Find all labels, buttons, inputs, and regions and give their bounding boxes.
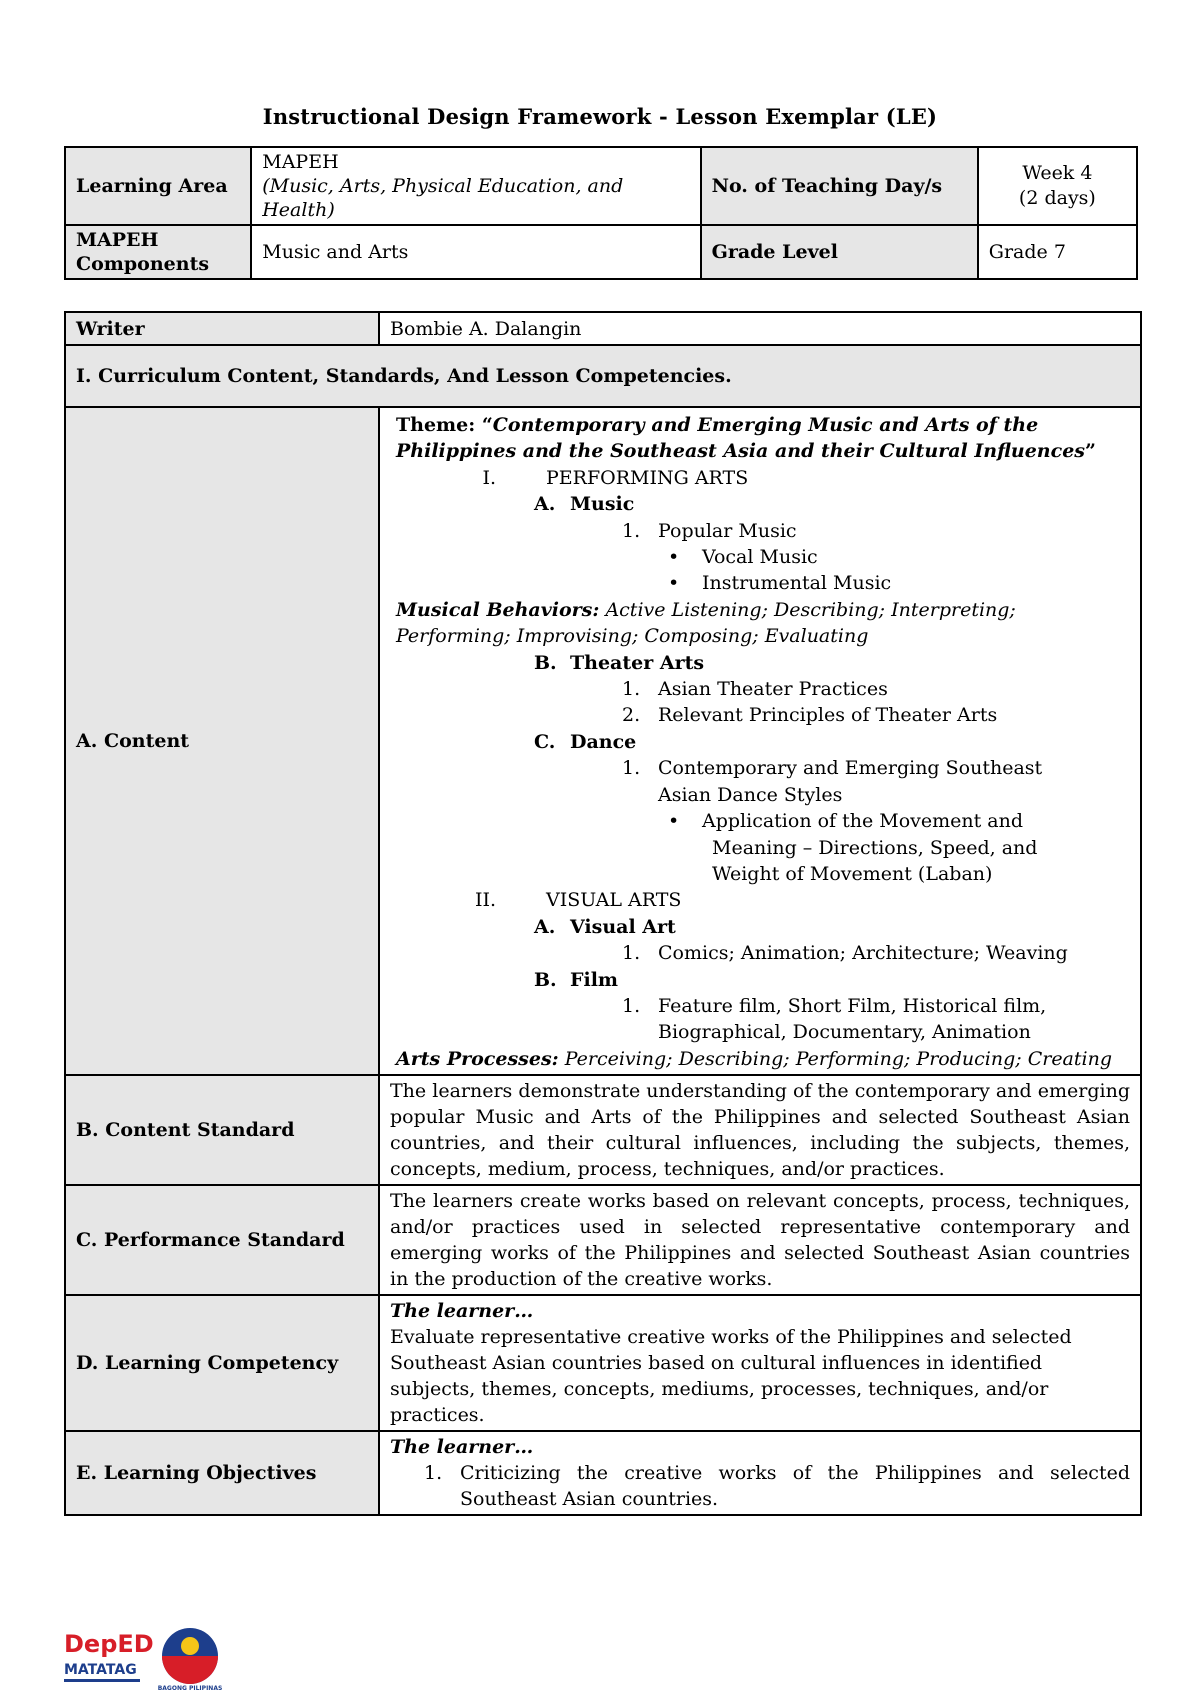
outline-movement-application-cont: Meaning – Directions, Speed, and bbox=[712, 836, 1038, 859]
learning-objectives-label: E. Learning Objectives bbox=[65, 1431, 379, 1515]
writer-value: Bombie A. Dalangin bbox=[379, 312, 1141, 345]
outline-comics: 1. Comics; Animation; Architecture; Weaving bbox=[622, 942, 1068, 965]
learning-competency-label: D. Learning Competency bbox=[65, 1295, 379, 1431]
learning-area-label: Learning Area bbox=[65, 147, 251, 225]
sun-icon bbox=[181, 1637, 199, 1655]
curriculum-table bbox=[64, 311, 1142, 1516]
grade-level-value: Grade 7 bbox=[978, 225, 1137, 279]
theme-close: ” bbox=[1084, 440, 1096, 463]
teaching-days-cell bbox=[978, 147, 1137, 225]
outline-popular-music: 1. Popular Music bbox=[622, 519, 797, 542]
outline-film: B. Film bbox=[534, 968, 619, 991]
bullet-icon: • bbox=[668, 546, 680, 569]
matatag-logo-text: MATATAG bbox=[64, 1662, 137, 1678]
bullet-icon: • bbox=[668, 572, 680, 595]
outline-instrumental-music: • Instrumental Music bbox=[390, 570, 1130, 596]
footer-logos bbox=[62, 1622, 242, 1692]
document-title: Instructional Design Framework - Lesson Exemplar (LE) bbox=[262, 104, 938, 129]
content-standard-text: The learners demonstrate understanding of the contemporary and emerging popular Music and Arts of the Philippines and selected Southeast Asian countries, and their cultural influences, including the subjects, themes, concepts, medium, process, techniques, and/or practices. bbox=[379, 1075, 1141, 1185]
components-value: Music and Arts bbox=[251, 225, 700, 279]
outline-asian-theater: 1. Asian Theater Practices bbox=[622, 678, 888, 701]
lesson-header-table bbox=[64, 146, 1138, 280]
theme-line bbox=[390, 412, 1130, 465]
learning-competency-intro: The learner… bbox=[390, 1300, 534, 1323]
outline-movement-application-cont2: Weight of Movement (Laban) bbox=[712, 862, 993, 885]
deped-logo-text: DepED bbox=[64, 1630, 154, 1658]
learning-competency-cell bbox=[379, 1295, 1141, 1431]
learning-area-value: MAPEH bbox=[262, 151, 339, 173]
theme-label: Theme: “ bbox=[396, 414, 493, 436]
learning-area-cell bbox=[251, 147, 700, 225]
matatag-underline bbox=[64, 1679, 140, 1682]
section-one-heading: I. Curriculum Content, Standards, And Lesson Competencies. bbox=[65, 345, 1141, 407]
outline-vocal-music: • Vocal Music bbox=[390, 544, 1130, 570]
learning-area-subtitle: (Music, Arts, Physical Education, and Health) bbox=[262, 175, 624, 221]
outline-contemporary-dance: 1. Contemporary and Emerging Southeast bbox=[622, 757, 1043, 780]
theme-text: Contemporary and Emerging Music and Arts of the Philippines and the Southeast Asia and their Cultural Influences bbox=[396, 414, 1085, 463]
outline-contemporary-dance-cont: Asian Dance Styles bbox=[658, 783, 843, 806]
performance-standard-text: The learners create works based on relevant concepts, process, techniques, and/or practices used in selected representative contemporary and emerging works of the Philippines and selected Southeast Asian countries in the production of the creative works. bbox=[379, 1185, 1141, 1295]
outline-theater-principles: 2. Relevant Principles of Theater Arts bbox=[622, 704, 998, 727]
outline-visual-art: A. Visual Art bbox=[534, 915, 676, 938]
bullet-icon: • bbox=[668, 810, 680, 833]
learning-competency-text: Evaluate representative creative works of the Philippines and selected Southeast Asian countries based on cultural influences in identified subjects, themes, concepts, mediums, processes, techniques, and/or practices. bbox=[390, 1326, 1072, 1427]
performance-standard-label: C. Performance Standard bbox=[65, 1185, 379, 1295]
teaching-days-value: Week 4 bbox=[1022, 162, 1093, 184]
grade-level-label: Grade Level bbox=[701, 225, 978, 279]
teaching-days-label: No. of Teaching Day/s bbox=[701, 147, 978, 225]
outline-feature-film-cont: Biographical, Documentary, Animation bbox=[658, 1021, 1031, 1044]
content-standard-label: B. Content Standard bbox=[65, 1075, 379, 1185]
outline-performing-arts: I. PERFORMING ARTS bbox=[482, 466, 749, 489]
components-label: MAPEH Components bbox=[65, 225, 251, 279]
arts-processes: Arts Processes: Perceiving; Describing; Performing; Producing; Creating bbox=[396, 1047, 1113, 1070]
svg-text:BAGONG PILIPINAS: BAGONG PILIPINAS bbox=[157, 1685, 223, 1692]
learning-objective-item: 1. Criticizing the creative works of the Philippines and selected Southeast Asian countries. bbox=[424, 1462, 1130, 1511]
learning-objectives-cell bbox=[379, 1431, 1141, 1515]
bagong-pilipinas-logo bbox=[158, 1628, 223, 1692]
writer-label: Writer bbox=[65, 312, 379, 345]
deped-matatag-logo bbox=[62, 1622, 242, 1692]
content-label: A. Content bbox=[65, 407, 379, 1075]
outline-music: A. Music bbox=[534, 493, 635, 516]
outline-dance: C. Dance bbox=[534, 730, 637, 753]
musical-behaviors: Musical Behaviors: Active Listening; Describing; Interpreting; Performing; Improvising; Composing; Evaluating bbox=[396, 598, 1016, 648]
outline-feature-film: 1. Feature film, Short Film, Historical film, bbox=[622, 994, 1047, 1017]
content-cell bbox=[379, 407, 1141, 1075]
outline-theater-arts: B. Theater Arts bbox=[534, 651, 705, 674]
teaching-days-sub: (2 days) bbox=[1018, 187, 1096, 209]
learning-objectives-intro: The learner… bbox=[390, 1436, 534, 1459]
outline-movement-application: • Application of the Movement and bbox=[390, 808, 1130, 834]
outline-visual-arts: II. VISUAL ARTS bbox=[474, 889, 682, 912]
